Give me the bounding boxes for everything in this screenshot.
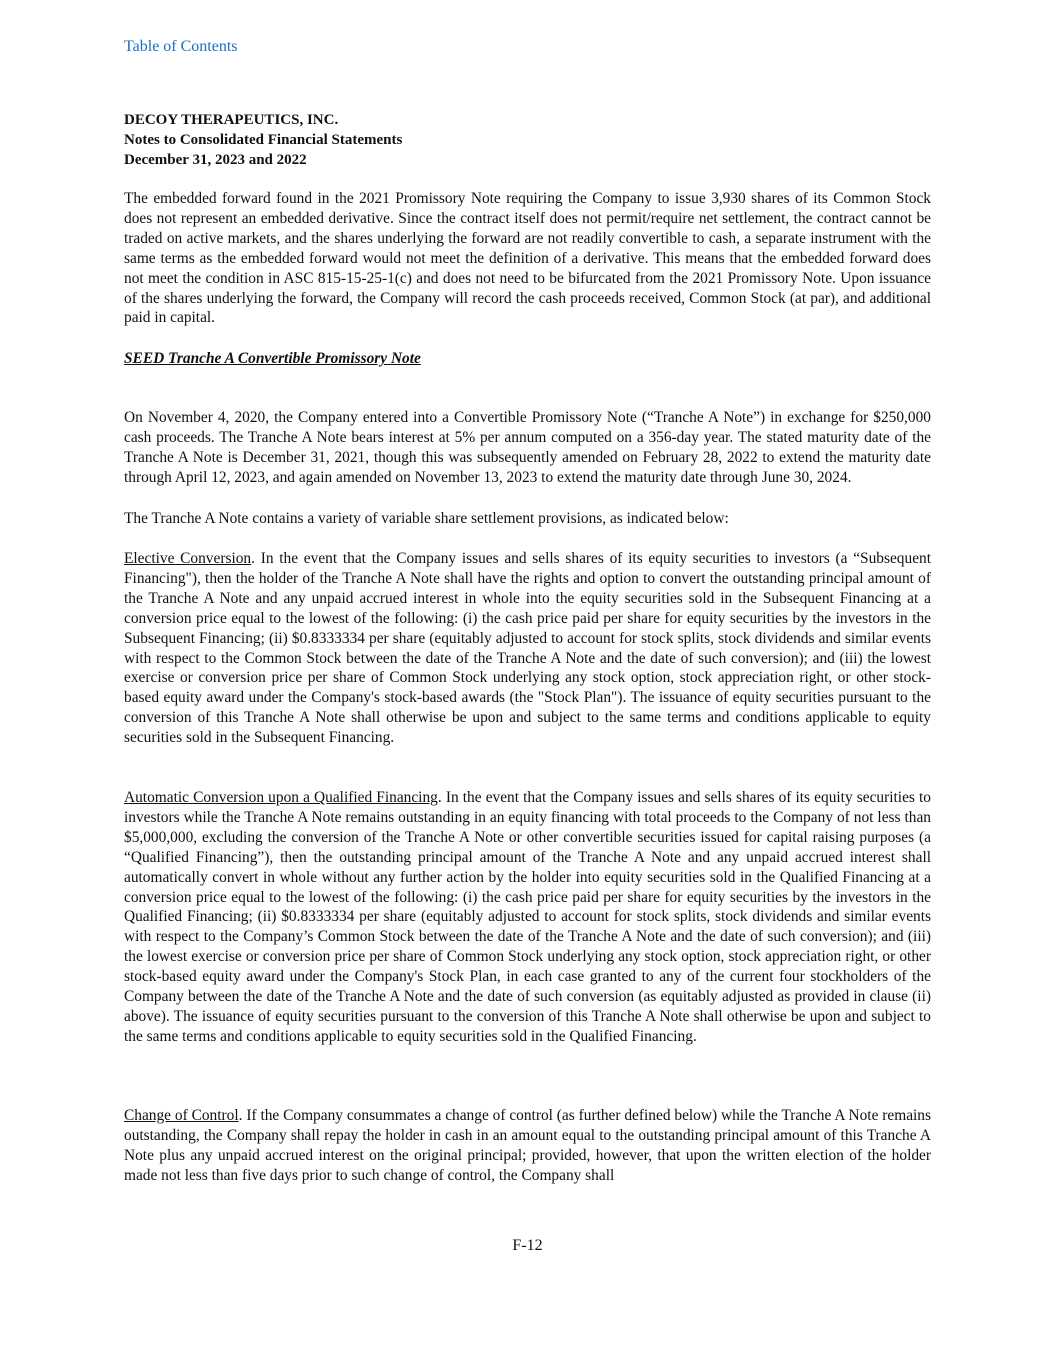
statement-subtitle: Notes to Consolidated Financial Statements xyxy=(124,132,403,148)
company-name: DECOY THERAPEUTICS, INC. xyxy=(124,112,339,128)
document-header xyxy=(124,110,931,170)
automatic-conversion-heading: Automatic Conversion upon a Qualified Financing xyxy=(124,789,438,806)
paragraph-elective-conversion xyxy=(124,549,931,748)
section-title: SEED Tranche A Convertible Promissory Note xyxy=(124,350,421,367)
elective-conversion-heading: Elective Conversion xyxy=(124,550,252,567)
statement-period: December 31, 2023 and 2022 xyxy=(124,152,307,168)
paragraph-settlement-provisions: The Tranche A Note contains a variety of variable share settlement provisions, as indicated below: xyxy=(124,510,729,527)
table-of-contents-link[interactable]: Table of Contents xyxy=(124,38,238,55)
change-of-control-text: . If the Company consummates a change of control (as further defined below) while the Tranche A Note remains outstanding, the Company shall repay the holder in cash in an amount equal to the outstanding principal amount of this Tranche A Note plus any unpaid accrued interest on the original principal; provided, however, that upon the written election of the holder made not less than five days prior to such change of control, the Company shall xyxy=(124,1107,931,1184)
elective-conversion-text: . In the event that the Company issues and sells shares of its equity securities to investors (a “Subsequent Financing"), then the holder of the Tranche A Note shall have the rights and option to convert the outstanding principal amount of the Tranche A Note and any unpaid accrued interest in whole into the equity securities sold in the Subsequent Financing at a conversion price equal to the lowest of the following: (i) the cash price paid per share for equity securities by the investors in the Subsequent Financing; (ii) $0.8333334 per share (equitably adjusted to account for stock splits, stock dividends and similar events with respect to the Common Stock between the date of the Tranche A Note and the date of such conversion); and (iii) the lowest exercise or conversion price per share of Common Stock underlying any stock option, stock appreciation right, or other stock-based equity award under the Company's stock-based awards (the "Stock Plan"). The issuance of equity securities pursuant to the conversion of this Tranche A Note shall otherwise be upon and subject to the same terms and conditions applicable to equity securities sold in the Subsequent Financing. xyxy=(124,550,931,747)
page-number: F-12 xyxy=(512,1237,543,1254)
paragraph-automatic-conversion xyxy=(124,788,931,1047)
paragraph-embedded-forward: The embedded forward found in the 2021 Promissory Note requiring the Company to issue 3,930 shares of its Common Stock does not represent an embedded derivative. Since the contract itself does not permit/require net settlement, the contract cannot be traded on active markets, and the shares underlying the forward are not readily convertible to cash, a separate instrument with the same terms as the embedded forward would not meet the definition of a derivative. This means that the embedded forward does not meet the condition in ASC 815-15-25-1(c) and does not need to be bifurcated from the 2021 Promissory Note. Upon issuance of the shares underlying the forward, the Company will record the cash proceeds received, Common Stock (at par), and additional paid in capital. xyxy=(124,190,931,327)
automatic-conversion-text: . In the event that the Company issues and sells shares of its equity securities to investors while the Tranche A Note remains outstanding in an equity financing with total proceeds to the Company of not less than $5,000,000, excluding the conversion of the Tranche A Note or other convertible securities issued for capital raising purposes (a “Qualified Financing”), then the outstanding principal amount of the Tranche A Note and any unpaid accrued interest shall automatically convert in whole without any further action by the holder into equity securities sold in the Qualified Financing at a conversion price equal to the lowest of the following: (i) the cash price paid per share for equity securities by the investors in the Qualified Financing; (ii) $0.8333334 per share (equitably adjusted to account for stock splits, stock dividends and similar events with respect to the Company’s Common Stock between the date of the Tranche A Note and the date of such conversion); and (iii) the lowest exercise or conversion price per share of Common Stock underlying any stock option, stock appreciation right, or other stock-based equity award under the Company's Stock Plan, in each case granted to any of the current four stockholders of the Company between the date of the Tranche A Note and the date of such conversion (as equitably adjusted as provided in clause (ii) above). The issuance of equity securities pursuant to the conversion of this Tranche A Note shall otherwise be upon and subject to the same terms and conditions applicable to equity securities sold in the Qualified Financing. xyxy=(124,789,931,1045)
paragraph-tranche-a-note: On November 4, 2020, the Company entered into a Convertible Promissory Note (“Tranche A Note”) in exchange for $250,000 cash proceeds. The Tranche A Note bears interest at 5% per annum computed on a 356-day year. The stated maturity date of the Tranche A Note is December 31, 2021, though this was subsequently amended on February 28, 2022 to extend the maturity date through April 12, 2023, and again amended on November 13, 2023 to extend the maturity date through June 30, 2024. xyxy=(124,409,931,486)
change-of-control-heading: Change of Control xyxy=(124,1107,239,1124)
paragraph-change-of-control xyxy=(124,1106,931,1186)
